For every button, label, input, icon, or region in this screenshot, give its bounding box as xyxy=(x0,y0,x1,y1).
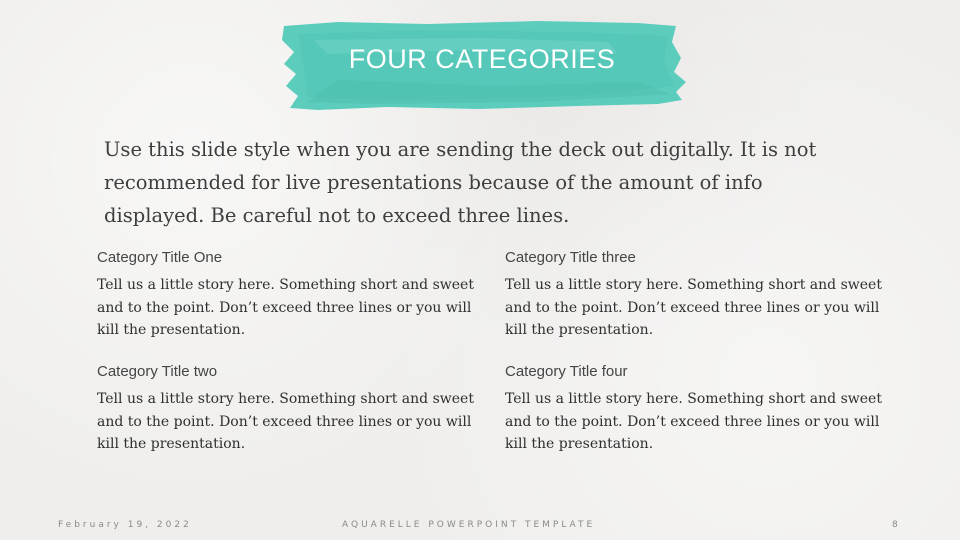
page-number: 8 xyxy=(892,520,898,530)
category-body: Tell us a little story here. Something short and sweet and to the point. Don’t exceed three lines or you will kill the presentation. xyxy=(97,391,474,452)
footer-template-name: AQUARELLE POWERPOINT TEMPLATE xyxy=(342,520,596,530)
category-two xyxy=(97,363,477,456)
category-title: Category Title three xyxy=(505,249,636,266)
category-title: Category Title four xyxy=(505,363,628,380)
title-banner xyxy=(278,20,686,112)
category-body: Tell us a little story here. Something short and sweet and to the point. Don’t exceed three lines or you will kill the presentation. xyxy=(97,277,474,338)
category-title: Category Title two xyxy=(97,363,218,380)
category-four xyxy=(505,363,885,456)
category-one xyxy=(97,249,477,342)
category-body: Tell us a little story here. Something short and sweet and to the point. Don’t exceed three lines or you will kill the presentation. xyxy=(505,277,882,338)
intro-text: Use this slide style when you are sending the deck out digitally. It is not recommended for live presentations because of the amount of info displayed. Be careful not to exceed three lines. xyxy=(104,138,817,227)
category-three xyxy=(505,249,885,342)
page-title: FOUR CATEGORIES xyxy=(348,44,616,74)
footer-date: February 19, 2022 xyxy=(58,520,192,530)
category-body: Tell us a little story here. Something short and sweet and to the point. Don’t exceed three lines or you will kill the presentation. xyxy=(505,391,882,452)
category-title: Category Title One xyxy=(97,249,223,266)
